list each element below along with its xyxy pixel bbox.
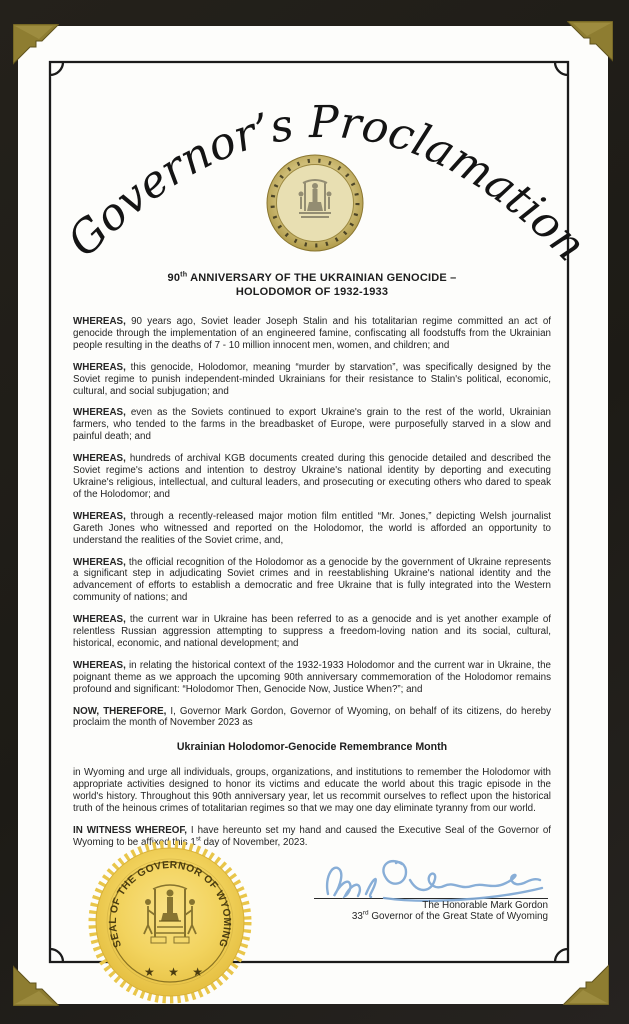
signature-block [314, 850, 560, 922]
whereas-clause-5: WHEREAS, through a recently-released major motion film entitled “Mr. Jones,” depicting Welsh journalist Gareth Jones who witnessed and reported on the Holodomor, the world is afforded an opportunity to understand the realities of the Soviet crime, and, [73, 510, 551, 546]
proclamation-page [18, 26, 608, 1004]
therefore-clause: NOW, THEREFORE, I, Governor Mark Gordon, Governor of Wyoming, on behalf of its citizens, do hereby proclaim the month of November 2023 as [73, 705, 551, 729]
whereas-clause-4: WHEREAS, hundreds of archival KGB documents created during this genocide detailed and described the Soviet regime's actions and intention to destroy Ukraine's national identity by deporting and executing Ukraine's religious, intellectual, and cultural leaders, and prosecuting or executing others who dared to speak of the Holodomor; and [73, 453, 551, 500]
witness-clause: IN WITNESS WHEREOF, I have hereunto set my hand and caused the Executive Seal of the Governor of Wyoming to be affixed this 1st day of November, 2023. [73, 824, 551, 848]
title-line-1: 90th ANNIVERSARY OF THE UKRAINIAN GENOCIDE – [167, 270, 457, 284]
proclamation-body [73, 272, 551, 859]
signer-name: The Honorable Mark Gordon [422, 900, 548, 911]
title-line-2: HOLODOMOR OF 1932-1933 [235, 285, 389, 298]
seal-ring-text: SEAL OF THE GOVERNOR OF WYOMING [107, 859, 233, 949]
closing-clause: in Wyoming and urge all individuals, groups, organizations, and institutions to remember the Holodomor with appropriate activities designed to honor its victims and educate the world about this tragic episode in the world's history. Throughout this 90th anniversary year, let us recommit ourselves to reflect upon the historical truth of the heinous crimes of totalitarian regimes so that we may one day eliminate tyranny from our world. [73, 767, 551, 814]
governor-foil-seal-icon [85, 837, 255, 1007]
month-title: Ukrainian Holodomor-Genocide Remembrance Month [176, 741, 448, 754]
gold-corner-bottom-right-icon [563, 963, 609, 1005]
whereas-clause-6: WHEREAS, the official recognition of the Holodomor as a genocide by the government of Ukraine represents a significant step in adjudicating Soviet crimes and in reestablishing Ukraine's national identity and the advancement of efforts to establish a democratic and free Ukraine that is fully integrated into the Western community of nations; and [73, 556, 551, 604]
whereas-clause-2: WHEREAS, this genocide, Holodomor, meaning “murder by starvation”, was specifically designed by the Soviet regime to punish independent-minded Ukrainians for their resistance to Stalin's political, economic, cultural, and social subjugation; and [73, 361, 551, 397]
seal-stars: ★ ★ ★ [144, 965, 208, 979]
whereas-clause-7: WHEREAS, the current war in Ukraine has been referred to as a genocide and is yet another example of relentless Russian aggression attempting to suppress a freedom-loving nation and its social, cultural, historical, economic, and national development; and [73, 614, 551, 649]
proclamation-title [73, 272, 551, 299]
whereas-clause-3: WHEREAS, even as the Soviets continued to export Ukraine's grain to the rest of the world, Ukrainian farmers, who tended to the farms in the breadbasket of Europe, were purposefully starved in a slow and painful death; and [73, 407, 551, 443]
wyoming-executive-seal-icon [265, 153, 365, 253]
signer-title: 33rd Governor of the Great State of Wyoming [351, 909, 548, 922]
gold-corner-bottom-left-icon [13, 964, 59, 1006]
whereas-clause-8: WHEREAS, in relating the historical context of the 1932-1933 Holodomor and the current war in Ukraine, the poignant theme as we approach the upcoming 90th anniversary commemoration of the Holodomor remains profound and significant: “Holodomor Then, Genocide Now, Justice When?”; and [73, 659, 551, 695]
whereas-clause-1: WHEREAS, 90 years ago, Soviet leader Joseph Stalin and his totalitarian regime committed an act of genocide through the implementation of an engineered famine, confiscating all foodstuffs from the Ukrainian people resulting in the deaths of 7 - 10 million innocent men, women, and children; and [73, 316, 551, 351]
script-header-text: Governor’s Proclamation [57, 96, 596, 272]
signature-line [314, 898, 548, 899]
